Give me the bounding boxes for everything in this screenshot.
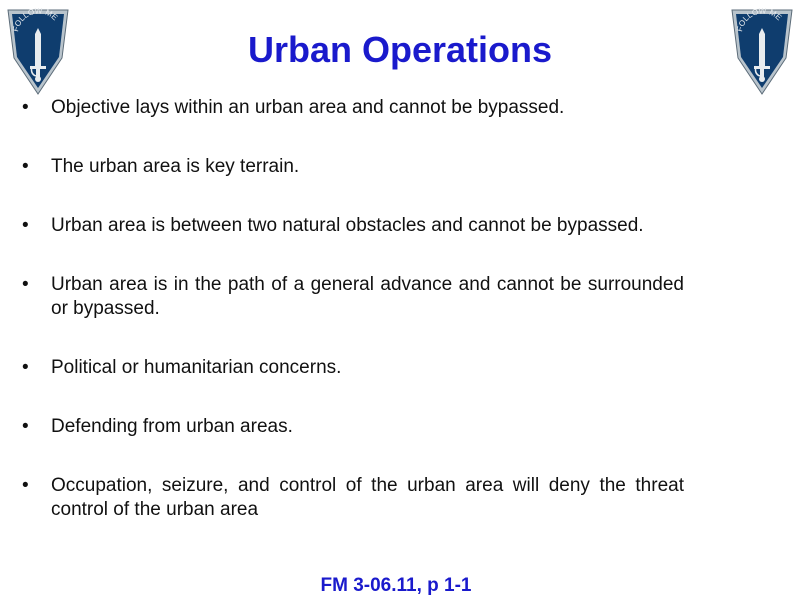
bullet-text: Political or humanitarian concerns.: [51, 357, 342, 378]
logo-motto: FOLLOW ME: [11, 6, 60, 33]
bullet-text: Defending from urban areas.: [51, 416, 293, 437]
bullet-item: [20, 155, 684, 179]
bullet-item: [20, 273, 684, 321]
bullet-item: [20, 474, 684, 522]
bullet-text: Urban area is in the path of a general advance and cannot be surrounded or bypassed.: [51, 274, 684, 319]
bullet-item: [20, 415, 684, 439]
bullet-list: [20, 96, 684, 557]
bullet-icon: •: [22, 156, 29, 177]
bullet-text: Objective lays within an urban area and cannot be bypassed.: [51, 97, 565, 118]
bullet-text: Urban area is between two natural obstacles and cannot be bypassed.: [51, 215, 644, 236]
bullet-text: Occupation, seizure, and control of the urban area will deny the threat control of the urban area: [51, 475, 684, 520]
bullet-item: [20, 356, 684, 380]
bullet-icon: •: [22, 215, 29, 236]
bullet-icon: •: [22, 416, 29, 437]
bullet-icon: •: [22, 357, 29, 378]
bullet-icon: •: [22, 97, 29, 118]
bullet-text: The urban area is key terrain.: [51, 156, 300, 177]
logo-motto: FOLLOW ME: [735, 6, 784, 33]
bullet-icon: •: [22, 475, 29, 496]
source-reference: FM 3-06.11, p 1-1: [320, 575, 472, 596]
bullet-icon: •: [22, 274, 29, 295]
bullet-item: [20, 214, 684, 238]
slide-title: Urban Operations: [247, 29, 553, 70]
bullet-item: [20, 96, 684, 120]
